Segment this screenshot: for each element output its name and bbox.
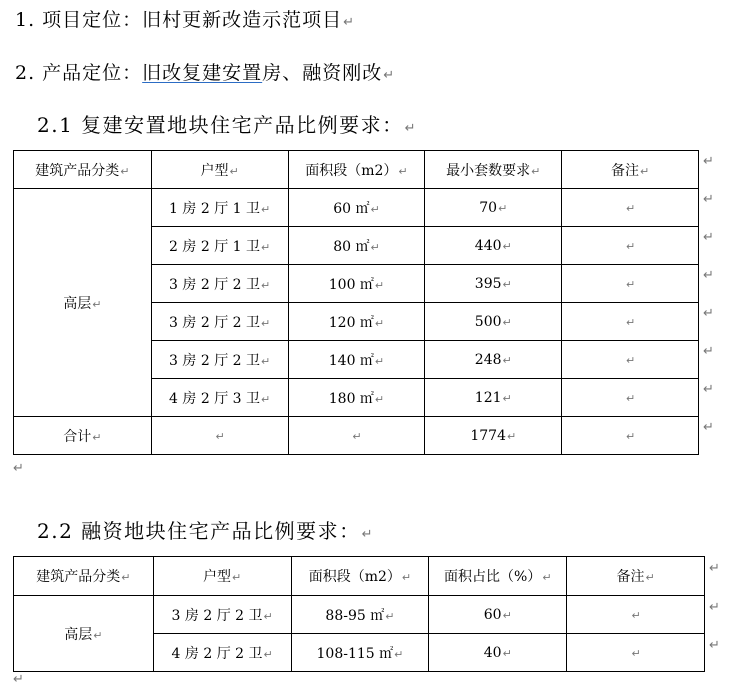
note-cell: ↵ [562,265,699,303]
row-end-mark: ↵ [703,382,714,397]
area-cell: 60 ㎡↵ [288,189,425,227]
row-end-mark: ↵ [703,230,714,245]
ratio-cell: 60↵ [429,596,567,634]
header-cell: 备注↵ [562,151,699,189]
header-cell: 建筑产品分类↵ [14,151,152,189]
paragraph-mark: ↵ [404,121,418,136]
resettlement-housing-table [13,150,699,455]
note-cell: ↵ [567,634,705,672]
category-cell: 高层↵ [14,596,154,672]
paragraph-mark: ↵ [13,461,24,476]
row-end-mark: ↵ [703,306,714,321]
header-cell: 最小套数要求↵ [425,151,562,189]
section-2-1-title: 2.1 复建安置地块住宅产品比例要求：↵ [37,113,418,137]
count-cell: 500↵ [425,303,562,341]
heading-project-positioning: 1. 项目定位：旧村更新改造示范项目↵ [15,9,356,31]
count-cell: 395↵ [425,265,562,303]
area-cell: 180 ㎡↵ [288,379,425,417]
paragraph-mark: ↵ [383,68,396,83]
table-row [14,596,705,634]
area-cell: 108-115 ㎡↵ [291,634,429,672]
total-count-cell: 1774↵ [425,417,562,455]
ratio-cell: 40↵ [429,634,567,672]
row-end-mark: ↵ [703,344,714,359]
header-cell: 户型↵ [153,557,291,596]
heading-product-positioning: 2. 产品定位：旧改复建安置房、融资刚改↵ [15,62,396,84]
count-cell: 440↵ [425,227,562,265]
note-cell: ↵ [562,227,699,265]
unit-type-cell: 4 房 2 厅 2 卫↵ [153,634,291,672]
count-cell: 70↵ [425,189,562,227]
unit-type-cell: 3 房 2 厅 2 卫↵ [153,596,291,634]
note-cell: ↵ [562,417,699,455]
note-cell: ↵ [567,596,705,634]
note-cell: ↵ [562,379,699,417]
row-end-mark: ↵ [709,638,720,653]
area-cell: 120 ㎡↵ [288,303,425,341]
row-end-mark: ↵ [703,420,714,435]
header-cell: 面积段（m2）↵ [291,557,429,596]
area-cell: 80 ㎡↵ [288,227,425,265]
note-cell: ↵ [562,303,699,341]
count-cell: 121↵ [425,379,562,417]
unit-type-cell: 3 房 2 厅 2 卫↵ [151,265,288,303]
table-row [14,189,699,227]
paragraph-mark: ↵ [361,527,375,542]
count-cell: 248↵ [425,341,562,379]
header-cell: 备注↵ [567,557,705,596]
unit-type-cell: 3 房 2 厅 2 卫↵ [151,303,288,341]
table-header-row [14,151,699,189]
header-cell: 面积占比（%）↵ [429,557,567,596]
row-end-mark: ↵ [703,154,714,169]
header-cell: 户型↵ [151,151,288,189]
table-header-row [14,557,705,596]
section-2-2-title: 2.2 融资地块住宅产品比例要求：↵ [37,519,375,543]
header-cell: 面积段（m2）↵ [288,151,425,189]
paragraph-mark: ↵ [343,15,356,30]
category-cell: 高层↵ [14,189,152,417]
unit-type-cell: 3 房 2 厅 2 卫↵ [151,341,288,379]
header-cell: 建筑产品分类↵ [14,557,154,596]
area-cell: 100 ㎡↵ [288,265,425,303]
empty-cell: ↵ [151,417,288,455]
area-cell: 88-95 ㎡↵ [291,596,429,634]
unit-type-cell: 1 房 2 厅 1 卫↵ [151,189,288,227]
row-end-mark: ↵ [709,600,720,615]
area-cell: 140 ㎡↵ [288,341,425,379]
unit-type-cell: 2 房 2 厅 1 卫↵ [151,227,288,265]
empty-cell: ↵ [288,417,425,455]
paragraph-mark: ↵ [13,672,24,687]
table-total-row [14,417,699,455]
note-cell: ↵ [562,189,699,227]
unit-type-cell: 4 房 2 厅 3 卫↵ [151,379,288,417]
note-cell: ↵ [562,341,699,379]
row-end-mark: ↵ [703,192,714,207]
row-end-mark: ↵ [703,268,714,283]
total-label-cell: 合计↵ [14,417,152,455]
financing-housing-table [13,556,705,672]
row-end-mark: ↵ [709,561,720,576]
spellcheck-underlined-text: 旧改复建安置 [142,62,263,84]
